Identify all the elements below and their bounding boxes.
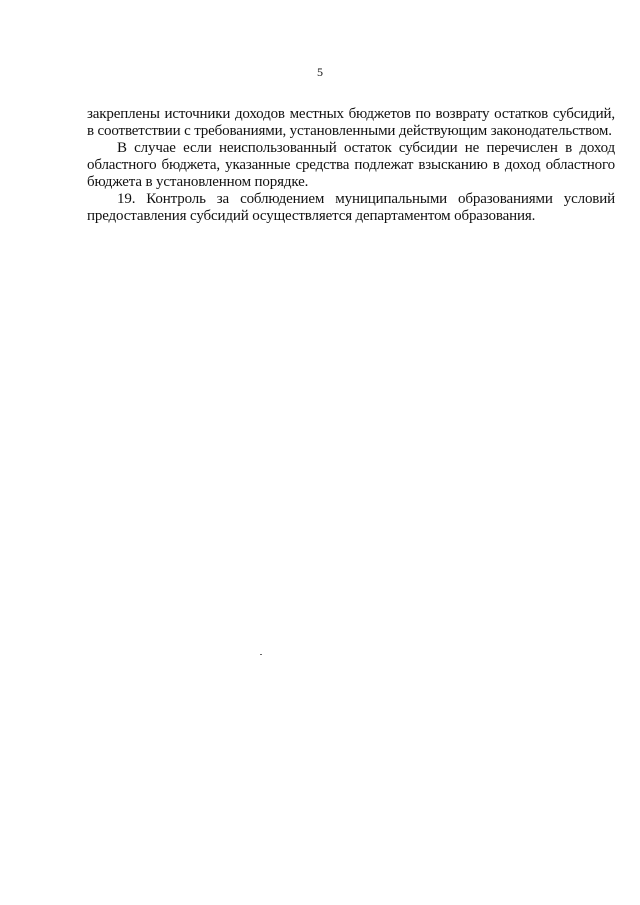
document-body <box>87 106 615 225</box>
paragraph-unused-subsidy: В случае если неиспользованный остаток субсидии не перечислен в доход областного бюджета, указанные средства подлежат взысканию в доход областного бюджета в установленном порядке. <box>87 140 615 190</box>
paragraph-item-19: 19. Контроль за соблюдением муниципальными образованиями условий предоставления субсидий осуществляется департаментом образования. <box>87 191 615 224</box>
scan-speck <box>260 654 262 655</box>
paragraph-continuation: закреплены источники доходов местных бюджетов по возврату остатков субсидий, в соответствии с требованиями, установленными действующим законодательством. <box>87 106 615 139</box>
page-number: 5 <box>317 65 323 79</box>
